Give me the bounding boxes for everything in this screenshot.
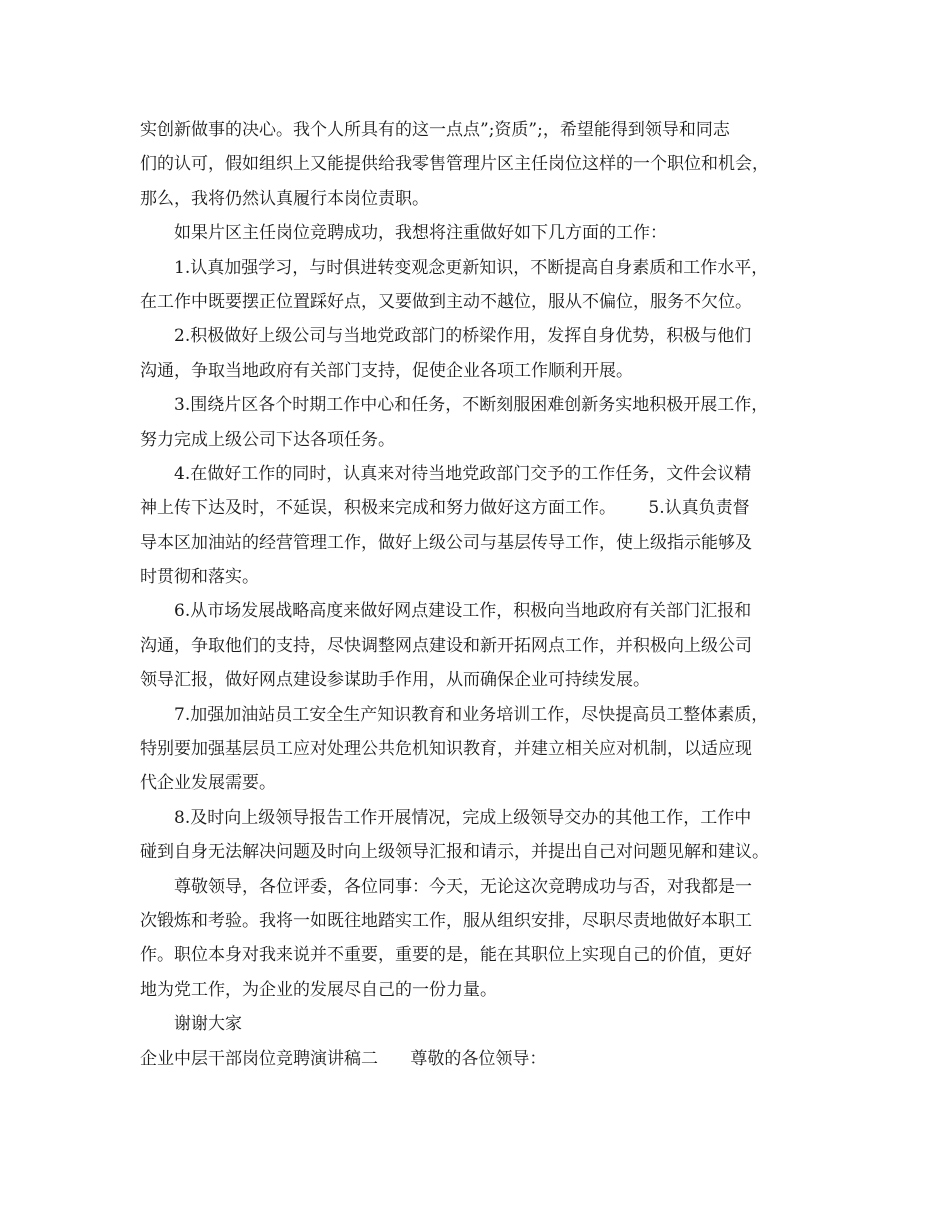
text-line: 企业中层干部岗位竞聘演讲稿二 尊敬的各位领导： xyxy=(140,1048,547,1069)
text-line: 6.从市场发展战略高度来做好网点建设工作，积极向当地政府有关部门汇报和 xyxy=(174,601,752,622)
text-line: 领导汇报，做好网点建设参谋助手作用，从而确保企业可持续发展。 xyxy=(140,670,650,691)
document-body xyxy=(140,113,820,1076)
text-line: 次锻炼和考验。我将一如既往地踏实工作，服从组织安排，尽职尽责地做好本职工 xyxy=(140,910,752,931)
text-line: 代企业发展需要。 xyxy=(140,773,276,794)
text-line: 作。职位本身对我来说并不重要，重要的是，能在其职位上实现自己的价值，更好 xyxy=(140,945,752,966)
text-line: 2.积极做好上级公司与当地党政部门的桥梁作用，发挥自身优势，积极与他们 xyxy=(174,326,752,347)
text-line: 特别要加强基层员工应对处理公共危机知识教育，并建立相关应对机制，以适应现 xyxy=(140,739,752,760)
text-line: 沟通，争取当地政府有关部门支持，促使企业各项工作顺利开展。 xyxy=(140,360,633,381)
text-line: 沟通，争取他们的支持，尽快调整网点建设和新开拓网点工作，并积极向上级公司 xyxy=(140,635,752,656)
text-line: 实创新做事的决心。我个人所具有的这一点点”;资质”;，希望能得到领导和同志 xyxy=(140,120,730,140)
text-line: 尊敬领导，各位评委，各位同事：今天，无论这次竞聘成功与否，对我都是一 xyxy=(174,876,752,897)
text-line: 在工作中既要摆正位置踩好点，又要做到主动不越位，服从不偏位，服务不欠位。 xyxy=(140,291,752,312)
text-line: 导本区加油站的经营管理工作，做好上级公司与基层传导工作，使上级指示能够及 xyxy=(140,532,752,553)
text-line: 4.在做好工作的同时，认真来对待当地党政部门交予的工作任务，文件会议精 xyxy=(174,463,752,484)
text-line: 们的认可，假如组织上又能提供给我零售管理片区主任岗位这样的一个职位和机会， xyxy=(140,154,769,175)
text-line: 谢谢大家 xyxy=(174,1014,242,1035)
text-line: 7.加强加油站员工安全生产知识教育和业务培训工作，尽快提高员工整体素质， xyxy=(174,704,769,725)
text-line: 神上传下达及时，不延误，积极来完成和努力做好这方面工作。 5.认真负责督 xyxy=(140,498,750,519)
text-line: 努力完成上级公司下达各项任务。 xyxy=(140,429,395,450)
text-line: 1.认真加强学习，与时俱进转变观念更新知识，不断提高自身素质和工作水平， xyxy=(174,257,769,278)
text-line: 如果片区主任岗位竞聘成功，我想将注重做好如下几方面的工作： xyxy=(174,223,667,244)
text-line: 8.及时向上级领导报告工作开展情况，完成上级领导交办的其他工作，工作中 xyxy=(174,807,752,828)
text-line: 地为党工作，为企业的发展尽自己的一份力量。 xyxy=(140,979,497,1000)
text-line: 3.围绕片区各个时期工作中心和任务，不断刻服困难创新务实地积极开展工作， xyxy=(174,395,769,416)
text-line: 那么，我将仍然认真履行本岗位责职。 xyxy=(140,188,429,209)
text-line: 碰到自身无法解决问题及时向上级领导汇报和请示，并提出自己对问题见解和建议。 xyxy=(140,842,769,863)
text-line: 时贯彻和落实。 xyxy=(140,567,259,588)
